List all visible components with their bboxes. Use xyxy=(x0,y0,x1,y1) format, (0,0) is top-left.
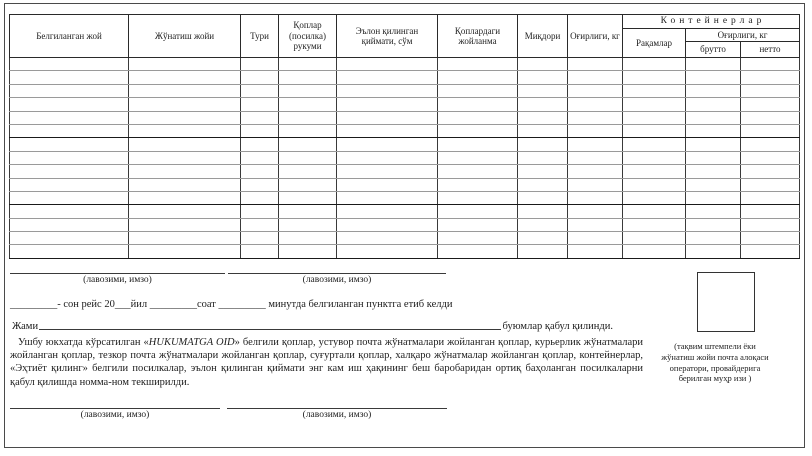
table-empty-cell xyxy=(518,111,568,124)
table-row xyxy=(10,58,800,71)
table-empty-cell xyxy=(518,191,568,204)
table-empty-cell xyxy=(337,71,438,84)
col-header-type: Тури xyxy=(241,15,279,58)
table-row xyxy=(10,151,800,164)
signature-label: (лавозими, имзо) xyxy=(83,275,152,285)
table-empty-cell xyxy=(10,205,129,218)
table-empty-cell xyxy=(623,71,686,84)
table-empty-cell xyxy=(241,84,279,97)
table-empty-cell xyxy=(241,178,279,191)
table-empty-cell xyxy=(518,232,568,245)
col-header-quantity: Миқдори xyxy=(518,15,568,58)
table-empty-cell xyxy=(10,218,129,231)
table-empty-cell xyxy=(337,58,438,71)
table-empty-cell xyxy=(10,151,129,164)
signature-line xyxy=(228,267,446,274)
col-header-container-numbers: Рақамлар xyxy=(623,29,686,58)
table-empty-cell xyxy=(241,71,279,84)
table-empty-cell xyxy=(279,71,337,84)
table-empty-cell xyxy=(686,111,741,124)
table-empty-cell xyxy=(518,58,568,71)
table-empty-cell xyxy=(129,205,241,218)
table-empty-cell xyxy=(438,191,518,204)
table-empty-cell xyxy=(518,218,568,231)
table-empty-cell xyxy=(568,111,623,124)
table-empty-cell xyxy=(741,84,800,97)
table-empty-cell xyxy=(686,245,741,258)
table-empty-cell xyxy=(279,232,337,245)
table-empty-cell xyxy=(568,84,623,97)
table-empty-cell xyxy=(129,71,241,84)
table-empty-cell xyxy=(623,191,686,204)
table-empty-cell xyxy=(741,151,800,164)
stamp-box xyxy=(697,272,755,332)
table-row xyxy=(10,165,800,178)
table-empty-cell xyxy=(568,71,623,84)
table-empty-cell xyxy=(279,84,337,97)
table-empty-cell xyxy=(129,232,241,245)
table-empty-cell xyxy=(623,151,686,164)
table-empty-cell xyxy=(686,138,741,151)
signature-line xyxy=(10,267,225,274)
table-empty-cell xyxy=(686,58,741,71)
table-empty-cell xyxy=(438,98,518,111)
table-empty-cell xyxy=(686,71,741,84)
table-empty-cell xyxy=(129,191,241,204)
signature-bottom-1 xyxy=(10,402,220,420)
signature-bottom-2 xyxy=(227,402,447,420)
table-empty-cell xyxy=(241,111,279,124)
table-row xyxy=(10,71,800,84)
table-empty-cell xyxy=(337,84,438,97)
table-empty-cell xyxy=(518,178,568,191)
table-empty-cell xyxy=(129,245,241,258)
table-empty-cell xyxy=(568,165,623,178)
signature-label: (лавозими, имзо) xyxy=(80,410,150,420)
signature-label: (лавозими, имзо) xyxy=(302,275,372,285)
table-empty-cell xyxy=(241,205,279,218)
table-empty-cell xyxy=(741,205,800,218)
col-group-container-weight: Оғирлиги, кг xyxy=(686,29,800,42)
paragraph-italic-segment: HUKUMATGA OID xyxy=(148,337,235,348)
col-header-origin: Жўнатиш жойи xyxy=(129,15,241,58)
table-empty-cell xyxy=(741,191,800,204)
table-empty-cell xyxy=(568,232,623,245)
table-empty-cell xyxy=(623,165,686,178)
table-empty-cell xyxy=(438,111,518,124)
table-empty-cell xyxy=(686,205,741,218)
table-empty-cell xyxy=(623,218,686,231)
table-row xyxy=(10,124,800,137)
table-empty-cell xyxy=(686,124,741,137)
col-group-containers: Контейнерлар xyxy=(623,15,800,29)
table-empty-cell xyxy=(623,232,686,245)
col-header-destination: Белгиланган жой xyxy=(10,15,129,58)
table-empty-cell xyxy=(279,178,337,191)
table-empty-cell xyxy=(241,232,279,245)
stamp-caption-line: оператори, провайдерига xyxy=(669,362,761,373)
stamp-caption-line: жўнатиш жойи почта алоқаси xyxy=(661,351,769,362)
signature-top-2 xyxy=(228,267,446,285)
table-empty-cell xyxy=(623,245,686,258)
table-empty-cell xyxy=(129,111,241,124)
table-empty-cell xyxy=(741,71,800,84)
col-header-declared-value: Эълон қилинган қиймати, сўм xyxy=(337,15,438,58)
total-blank-line xyxy=(39,329,500,330)
table-empty-cell xyxy=(623,124,686,137)
table-empty-cell xyxy=(10,58,129,71)
table-empty-cell xyxy=(337,138,438,151)
table-empty-cell xyxy=(686,178,741,191)
col-header-netto: нетто xyxy=(741,42,800,58)
total-suffix: буюмлар қабул қилинди. xyxy=(502,321,613,332)
table-empty-cell xyxy=(686,98,741,111)
table-row xyxy=(10,205,800,218)
table-empty-cell xyxy=(241,191,279,204)
table-empty-cell xyxy=(741,124,800,137)
table-empty-cell xyxy=(518,84,568,97)
col-header-brutto: брутто xyxy=(686,42,741,58)
table-empty-cell xyxy=(438,84,518,97)
table-row xyxy=(10,245,800,258)
table-empty-cell xyxy=(241,218,279,231)
table-empty-cell xyxy=(337,178,438,191)
table-empty-cell xyxy=(241,165,279,178)
table-empty-cell xyxy=(518,165,568,178)
table-empty-cell xyxy=(337,124,438,137)
table-empty-cell xyxy=(741,58,800,71)
table-empty-cell xyxy=(741,138,800,151)
table-empty-cell xyxy=(438,151,518,164)
table-empty-cell xyxy=(438,245,518,258)
signature-label: (лавозими, имзо) xyxy=(302,410,372,420)
table-empty-cell xyxy=(568,124,623,137)
waybill-table xyxy=(9,14,800,259)
table-empty-cell xyxy=(10,232,129,245)
table-empty-cell xyxy=(241,151,279,164)
table-empty-cell xyxy=(337,232,438,245)
table-empty-cell xyxy=(518,71,568,84)
table-empty-cell xyxy=(741,111,800,124)
table-empty-cell xyxy=(129,178,241,191)
table-empty-cell xyxy=(279,138,337,151)
table-empty-cell xyxy=(337,191,438,204)
table-empty-cell xyxy=(10,165,129,178)
table-empty-cell xyxy=(686,165,741,178)
arrival-line: _________- сон рейс 20___йил _________соат _________ минутда белгиланган пунктга етиб келди xyxy=(10,299,453,310)
table-empty-cell xyxy=(10,71,129,84)
table-empty-cell xyxy=(10,124,129,137)
table-empty-cell xyxy=(438,205,518,218)
table-row xyxy=(10,98,800,111)
table-row xyxy=(10,138,800,151)
table-empty-cell xyxy=(623,178,686,191)
table-empty-cell xyxy=(438,178,518,191)
table-body xyxy=(10,58,800,259)
total-line xyxy=(12,321,613,332)
table-empty-cell xyxy=(129,58,241,71)
table-empty-cell xyxy=(10,84,129,97)
table-empty-cell xyxy=(279,205,337,218)
table-row xyxy=(10,232,800,245)
stamp-caption-line: (тақвим штемпели ёки xyxy=(674,341,756,351)
table-empty-cell xyxy=(10,245,129,258)
table-empty-cell xyxy=(438,232,518,245)
stamp-caption-line: берилган муҳр изи ) xyxy=(678,373,752,384)
table-empty-cell xyxy=(568,58,623,71)
table-empty-cell xyxy=(623,84,686,97)
table-empty-cell xyxy=(686,151,741,164)
table-empty-cell xyxy=(568,245,623,258)
table-empty-cell xyxy=(623,138,686,151)
table-empty-cell xyxy=(686,232,741,245)
table-empty-cell xyxy=(337,218,438,231)
stamp-caption xyxy=(640,341,790,384)
table-empty-cell xyxy=(623,205,686,218)
table-empty-cell xyxy=(686,191,741,204)
col-header-bag-number: Қоплар (посилка) рукуми xyxy=(279,15,337,58)
table-empty-cell xyxy=(686,218,741,231)
table-row xyxy=(10,84,800,97)
table-empty-cell xyxy=(337,151,438,164)
table-empty-cell xyxy=(623,58,686,71)
table-header xyxy=(10,15,800,58)
table-empty-cell xyxy=(279,111,337,124)
table-row xyxy=(10,178,800,191)
acceptance-paragraph xyxy=(10,336,643,389)
table-empty-cell xyxy=(518,124,568,137)
table-empty-cell xyxy=(241,245,279,258)
table-empty-cell xyxy=(741,178,800,191)
table-empty-cell xyxy=(337,98,438,111)
table-empty-cell xyxy=(241,98,279,111)
paragraph-segment: » белгили қоплар, устувор почта жўнатмалари жойланган қоплар, курьерлик жўнатмалари жойланган қоплар, тезкор почта жўнатмалари жойланган қоплар, суғуртали қоплар, халқаро жўнатмалар жойланган қоплар, контейнерлар, «Эҳтиёт қилинг» белгили посилкалар, эълон қилинган қиймати энг кам иш ҳақининг беш баробаридан ортиқ баҳоланган посилкаларни қабул қилишда номма-ном текширилди. xyxy=(10,337,644,388)
table-empty-cell xyxy=(518,98,568,111)
table-empty-cell xyxy=(438,165,518,178)
table-empty-cell xyxy=(438,71,518,84)
table-empty-cell xyxy=(129,165,241,178)
table-empty-cell xyxy=(568,151,623,164)
table-empty-cell xyxy=(518,151,568,164)
table-empty-cell xyxy=(279,98,337,111)
table-empty-cell xyxy=(129,151,241,164)
table-empty-cell xyxy=(438,218,518,231)
table-empty-cell xyxy=(129,84,241,97)
table-empty-cell xyxy=(568,218,623,231)
table-empty-cell xyxy=(337,205,438,218)
total-prefix: Жами xyxy=(12,321,39,332)
table-empty-cell xyxy=(10,138,129,151)
table-empty-cell xyxy=(337,111,438,124)
table-empty-cell xyxy=(568,191,623,204)
table-empty-cell xyxy=(279,124,337,137)
table-empty-cell xyxy=(279,151,337,164)
table-empty-cell xyxy=(241,124,279,137)
table-empty-cell xyxy=(337,245,438,258)
table-empty-cell xyxy=(568,98,623,111)
signature-top-1 xyxy=(10,267,225,285)
col-header-weight: Оғирлиги, кг xyxy=(568,15,623,58)
col-header-bag-contents: Қоплардаги жойланма xyxy=(438,15,518,58)
table-empty-cell xyxy=(279,191,337,204)
table-empty-cell xyxy=(279,245,337,258)
signature-line xyxy=(227,402,447,409)
table-empty-cell xyxy=(741,245,800,258)
table-empty-cell xyxy=(129,124,241,137)
table-row xyxy=(10,191,800,204)
table-empty-cell xyxy=(438,124,518,137)
table-empty-cell xyxy=(568,178,623,191)
table-empty-cell xyxy=(10,98,129,111)
table-empty-cell xyxy=(623,98,686,111)
table-empty-cell xyxy=(129,218,241,231)
table-empty-cell xyxy=(518,245,568,258)
table-empty-cell xyxy=(518,205,568,218)
table-empty-cell xyxy=(438,138,518,151)
table-empty-cell xyxy=(741,218,800,231)
table-empty-cell xyxy=(337,165,438,178)
table-empty-cell xyxy=(686,84,741,97)
table-empty-cell xyxy=(438,58,518,71)
table-empty-cell xyxy=(279,58,337,71)
table-empty-cell xyxy=(129,98,241,111)
table-empty-cell xyxy=(241,138,279,151)
table-empty-cell xyxy=(741,232,800,245)
table-empty-cell xyxy=(10,111,129,124)
table-empty-cell xyxy=(568,138,623,151)
table-row xyxy=(10,111,800,124)
table-empty-cell xyxy=(129,138,241,151)
table-empty-cell xyxy=(623,111,686,124)
table-empty-cell xyxy=(741,98,800,111)
table-empty-cell xyxy=(10,191,129,204)
signature-line xyxy=(10,402,220,409)
table-empty-cell xyxy=(568,205,623,218)
table-empty-cell xyxy=(241,58,279,71)
paragraph-segment: Ушбу юкхатда кўрсатилган « xyxy=(18,337,149,348)
table-empty-cell xyxy=(741,165,800,178)
table-empty-cell xyxy=(279,218,337,231)
table-empty-cell xyxy=(518,138,568,151)
table-row xyxy=(10,218,800,231)
table-empty-cell xyxy=(279,165,337,178)
table-empty-cell xyxy=(10,178,129,191)
waybill-table-wrap xyxy=(9,14,800,259)
